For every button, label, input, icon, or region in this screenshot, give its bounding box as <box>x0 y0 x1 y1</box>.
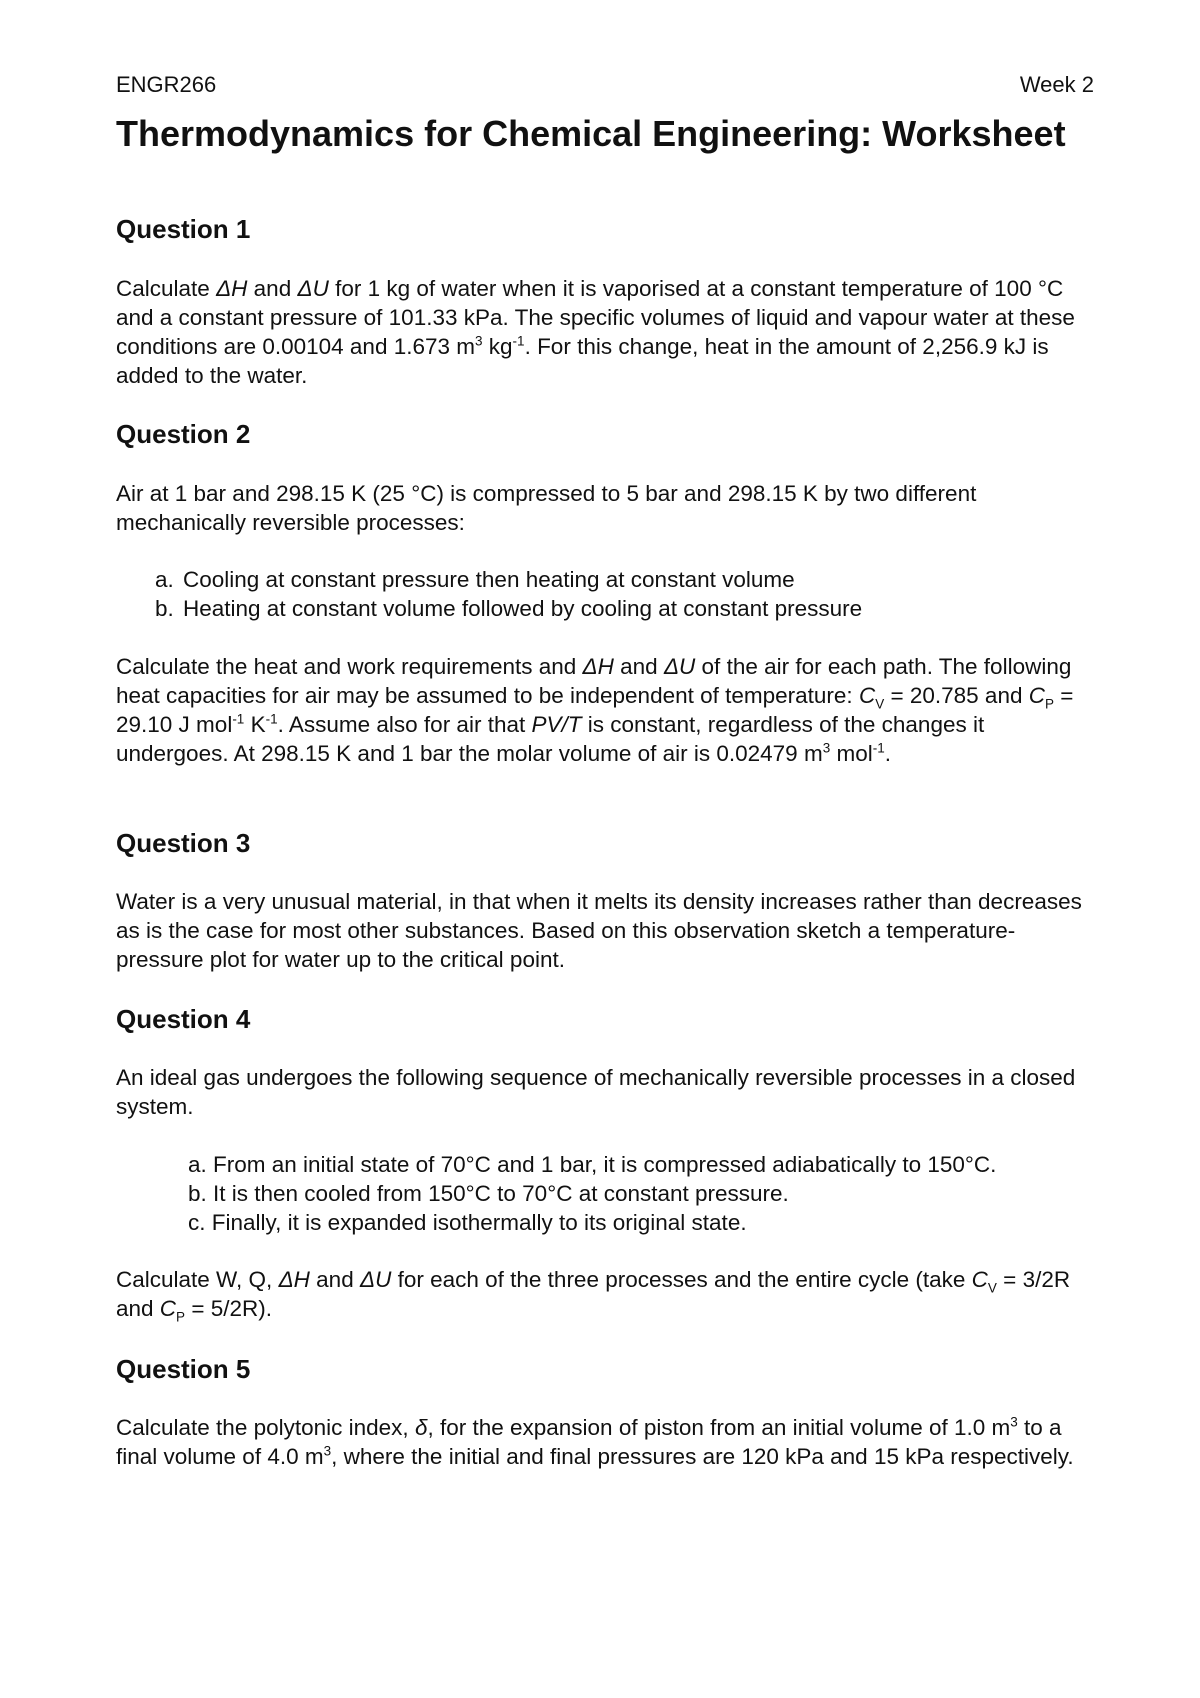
question-4-heading: Question 4 <box>116 1004 251 1034</box>
question-1-text: Calculate ΔH and ΔU for 1 kg of water when it is vaporised at a constant temperature of 100 °C and a constant pressure of 101.33 kPa. The specific volumes of liquid and vapour water at these conditions are 0.00104 and 1.673 $m^3$ $kg^{-1}$. For this change, heat in the amount of 2,256.9 kJ is added to the water. <box>116 276 1075 388</box>
question-1-heading: Question 1 <box>116 214 251 244</box>
list-item: a. From an initial state of 70°C and 1 bar, it is compressed adiabatically to 150°C. <box>188 1152 997 1177</box>
question-2-options <box>155 565 862 623</box>
question-2-text: Calculate the heat and work requirements and ΔH and ΔU of the air for each path. The following heat capacities for air may be assumed to be independent of temperature: $C_V = 20.785$ and $C_P = 29.10$ J mol$^{-1}$ $K^{-1}$. Assume also for air that PV/T is constant, regardless of the changes it undergoes. At 298.15 K and 1 bar the molar volume of air is 0.02479 $m^3$ mol$^{-1}$. <box>116 654 1074 766</box>
question-3-text: Water is a very unusual material, in that when it melts its density increases rather than decreases as is the case for most other substances. Based on this observation sketch a temperature-pressure plot for water up to the critical point. <box>116 889 1082 972</box>
question-3-heading: Question 3 <box>116 828 251 858</box>
list-item: a. Cooling at constant pressure then heating at constant volume <box>155 567 795 592</box>
list-item: b. Heating at constant volume followed by cooling at constant pressure <box>155 596 863 621</box>
question-2-intro: Air at 1 bar and 298.15 K (25 °C) is compressed to 5 bar and 298.15 K by two different mechanically reversible processes: <box>116 481 977 535</box>
list-item: b. It is then cooled from 150°C to 70°C at constant pressure. <box>188 1181 789 1206</box>
question-5-text: Calculate the polytonic index, δ, for the expansion of piston from an initial volume of 1.0 $m^3$ to a final volume of 4.0 $m^3$, where the initial and final pressures are 120 kPa and 15 kPa respectively. <box>116 1414 1074 1469</box>
page-title: Thermodynamics for Chemical Engineering: Worksheet <box>116 113 1066 154</box>
question-4-intro: An ideal gas undergoes the following sequence of mechanically reversible processes in a closed system. <box>116 1065 1076 1119</box>
question-4-steps <box>188 1150 996 1237</box>
question-5-heading: Question 5 <box>116 1354 251 1384</box>
course-code: ENGR266 <box>116 72 217 97</box>
week-label: Week 2 <box>1019 72 1094 97</box>
question-4-text: Calculate W, Q, ΔH and ΔU for each of the three processes and the entire cycle (take $C_V = 3/2R$ and $C_P = 5/2R$). <box>116 1267 1071 1325</box>
question-2-heading: Question 2 <box>116 419 251 449</box>
list-item: c. Finally, it is expanded isothermally to its original state. <box>188 1210 747 1235</box>
